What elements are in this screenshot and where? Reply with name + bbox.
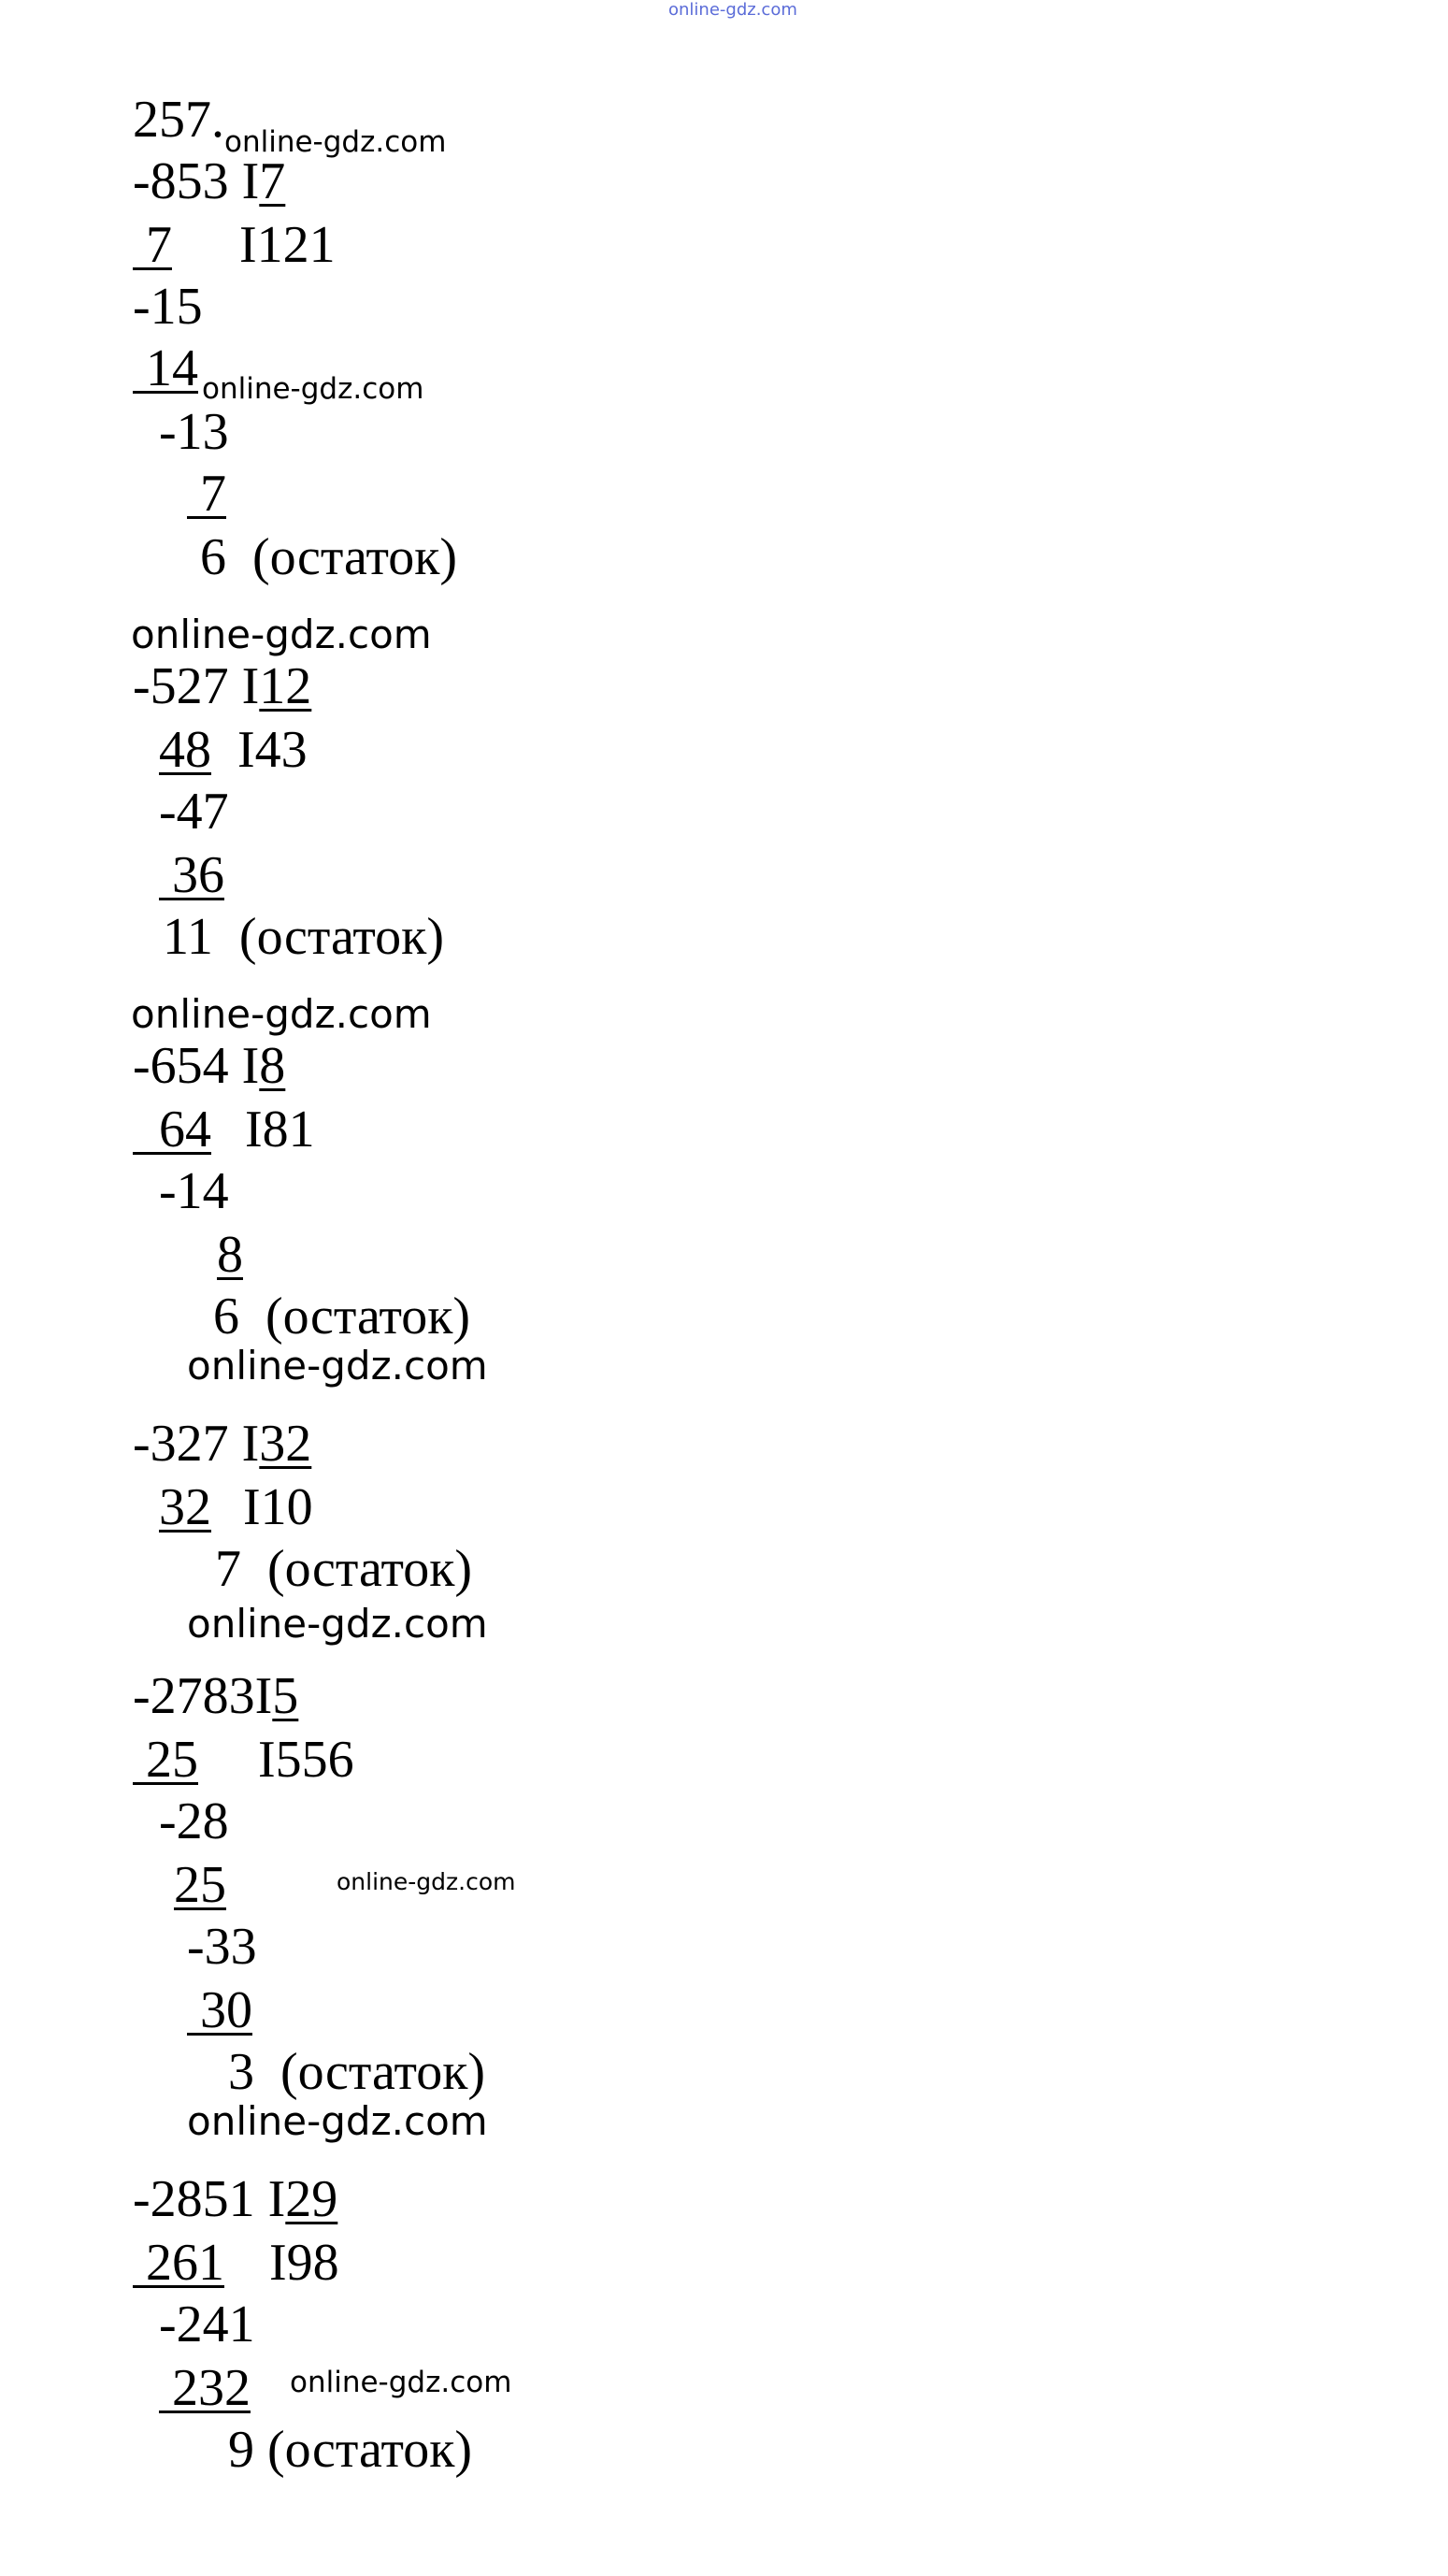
division-1-quotient: I121: [239, 216, 336, 274]
division-6-quotient-line: [133, 2235, 339, 2291]
division-5-dividend-line: [133, 1668, 298, 1724]
division-2-step: -47: [159, 783, 229, 841]
watermark: online-gdz.com: [202, 372, 424, 406]
division-4-remainder: 7 (остаток): [215, 1540, 473, 1598]
division-1-subtrahend: 7: [146, 216, 172, 274]
watermark: online-gdz.com: [187, 1601, 488, 1647]
division-6-subtrahend: 261: [146, 2234, 224, 2292]
division-2-quotient: I43: [237, 721, 308, 779]
watermark: online-gdz.com: [187, 2098, 488, 2144]
division-4-subtrahend: 32: [159, 1478, 211, 1536]
watermark: online-gdz.com: [187, 1343, 488, 1389]
division-5-step: -33: [187, 1918, 257, 1976]
division-3-quotient-line: [133, 1101, 315, 1158]
division-4-quotient-line: [159, 1479, 313, 1535]
division-3-step: [174, 1227, 243, 1283]
division-5-subtrahend: 25: [146, 1731, 198, 1789]
division-4-dividend-line: [133, 1416, 311, 1472]
division-5-quotient: I556: [258, 1731, 354, 1789]
watermark: online-gdz.com: [290, 2366, 512, 2399]
division-3-remainder: 6 (остаток): [213, 1288, 471, 1346]
division-1-dividend-line: [133, 153, 285, 209]
division-2-subtrahend: 36: [172, 846, 224, 904]
division-1-remainder: 6 (остаток): [200, 528, 458, 586]
division-2-step: [159, 847, 228, 903]
division-5-step: [187, 1982, 256, 2038]
division-5-quotient-line: [133, 1732, 354, 1788]
division-1-divisor: 7: [259, 152, 286, 210]
division-6-step: [159, 2360, 256, 2416]
division-2-dividend: -527 I: [133, 657, 260, 715]
division-6-dividend-line: [133, 2171, 337, 2227]
watermark: online-gdz.com: [337, 1868, 516, 1895]
division-4-quotient: I10: [243, 1478, 313, 1536]
division-5-divisor: 5: [272, 1667, 299, 1725]
division-5-remainder: 3 (остаток): [228, 2043, 486, 2101]
division-6-subtrahend: 232: [172, 2359, 251, 2417]
division-6-remainder: 9 (остаток): [228, 2421, 473, 2479]
division-3-dividend: -654 I: [133, 1037, 260, 1095]
watermark: online-gdz.com: [131, 612, 432, 657]
division-6-divisor: 29: [285, 2170, 338, 2228]
division-3-dividend-line: [133, 1038, 285, 1094]
division-5-step: [174, 1857, 226, 1913]
division-1-dividend: -853 I: [133, 152, 260, 210]
division-4-divisor: 32: [259, 1415, 312, 1473]
problem-number: 257.: [133, 91, 224, 149]
division-3-subtrahend: 8: [217, 1226, 243, 1284]
watermark: online-gdz.com: [131, 991, 432, 1037]
division-3-step: -14: [159, 1162, 229, 1220]
division-6-step: -241: [159, 2295, 255, 2353]
division-5-subtrahend: 30: [200, 1981, 252, 2039]
division-6-quotient: I98: [269, 2234, 339, 2292]
division-3-subtrahend: 64: [159, 1101, 211, 1158]
division-1-subtrahend: 7: [200, 465, 226, 523]
division-5-subtrahend: 25: [174, 1856, 226, 1914]
division-2-divisor: 12: [259, 657, 312, 715]
division-5-dividend: -2783I: [133, 1667, 273, 1725]
division-1-subtrahend: 14: [146, 339, 198, 397]
division-3-divisor: 8: [259, 1037, 286, 1095]
division-4-dividend: -327 I: [133, 1415, 260, 1473]
division-2-dividend-line: [133, 658, 311, 714]
watermark: online-gdz.com: [224, 125, 447, 159]
division-1-quotient-line: [133, 217, 336, 273]
division-1-step: -15: [133, 278, 203, 336]
division-2-remainder: 11 (остаток): [163, 908, 444, 966]
division-3-quotient: I81: [245, 1101, 315, 1158]
division-5-step: -28: [159, 1792, 229, 1850]
division-2-subtrahend: 48: [159, 721, 211, 779]
division-1-step: -13: [159, 403, 229, 461]
division-2-quotient-line: [159, 722, 308, 778]
division-1-step: [133, 340, 200, 396]
watermark-top: online-gdz.com: [668, 0, 797, 20]
division-6-dividend: -2851 I: [133, 2170, 286, 2228]
division-1-step: [187, 466, 228, 522]
